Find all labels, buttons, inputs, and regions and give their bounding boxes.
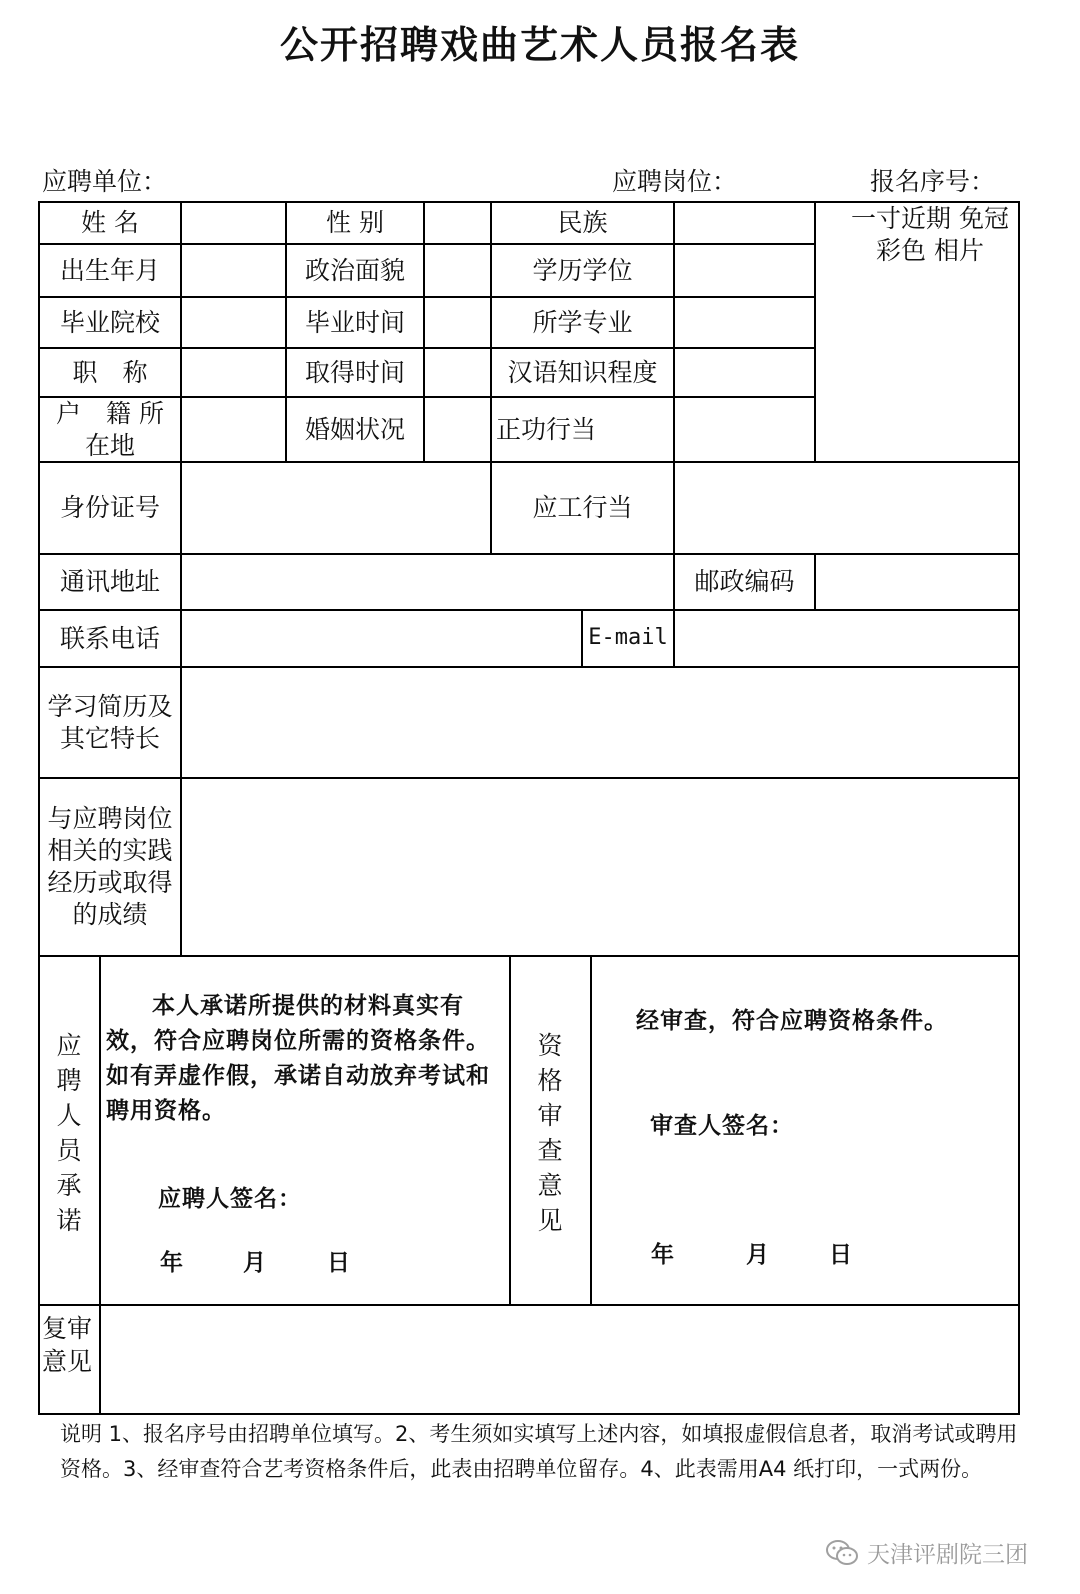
header-unit-label: 应聘单位： bbox=[42, 167, 168, 196]
input-address[interactable] bbox=[182, 555, 673, 609]
input-chinese-level[interactable] bbox=[675, 349, 814, 396]
input-main-role[interactable] bbox=[675, 398, 814, 461]
photo-placeholder[interactable]: 一寸近期 免冠彩色 相片 bbox=[851, 204, 1009, 265]
input-practice[interactable] bbox=[182, 779, 1018, 955]
label-gender: 性 别 bbox=[326, 208, 384, 237]
label-chinese-level: 汉语知识程度 bbox=[507, 357, 658, 387]
label-obtain-time: 取得时间 bbox=[304, 357, 405, 387]
label-practice: 与应聘岗位 相关的实践 经历或取得 的成绩 bbox=[47, 804, 173, 929]
label-major: 所学专业 bbox=[532, 307, 633, 337]
input-grad-time[interactable] bbox=[425, 298, 490, 347]
review-date-month: 月 bbox=[746, 1241, 769, 1268]
header-position-label: 应聘岗位： bbox=[612, 167, 738, 196]
form-title: 公开招聘戏曲艺术人员报名表 bbox=[279, 23, 800, 67]
watermark bbox=[825, 1536, 1028, 1569]
review-date-year: 年 bbox=[651, 1241, 674, 1268]
label-grad-time: 毕业时间 bbox=[304, 307, 405, 337]
applicant-date-year: 年 bbox=[160, 1249, 183, 1276]
input-birth[interactable] bbox=[182, 245, 285, 296]
input-obtain-time[interactable] bbox=[425, 349, 490, 396]
input-name[interactable] bbox=[182, 203, 285, 243]
reviewer-signature-field[interactable] bbox=[800, 1103, 1000, 1137]
label-address: 通讯地址 bbox=[59, 567, 160, 596]
label-applied-role: 应工行当 bbox=[532, 493, 633, 522]
wechat-icon bbox=[825, 1539, 859, 1567]
label-ethnicity: 民族 bbox=[557, 208, 608, 237]
input-education[interactable] bbox=[675, 245, 814, 296]
input-household[interactable] bbox=[182, 398, 285, 461]
input-political[interactable] bbox=[425, 245, 490, 296]
label-recheck: 复审 意见 bbox=[42, 1314, 93, 1376]
form-notes: 说明 1、报名序号由招聘单位填写。2、考生须如实填写上述内容，如填报虚假信息者，取消考试或聘用资格。3、经审查符合艺考资格条件后，此表由招聘单位留存。4、此表需用A4 纸打印，一式两份。 bbox=[60, 1422, 1018, 1481]
input-school[interactable] bbox=[182, 298, 285, 347]
label-main-role: 正功行当 bbox=[496, 414, 597, 444]
input-marital[interactable] bbox=[425, 398, 490, 461]
input-postcode[interactable] bbox=[816, 555, 1018, 609]
applicant-date-month: 月 bbox=[243, 1249, 266, 1276]
applicant-signature-label: 应聘人签名： bbox=[158, 1185, 302, 1212]
label-marital: 婚姻状况 bbox=[304, 414, 405, 444]
label-birth: 出生年月 bbox=[59, 255, 160, 285]
commitment-text: 本人承诺所提供的材料真实有效，符合应聘岗位所需的资格条件。如有弄虚作假，承诺自动放弃考试和聘用资格。 bbox=[106, 992, 490, 1124]
review-date-day: 日 bbox=[829, 1241, 852, 1268]
input-title-rank[interactable] bbox=[182, 349, 285, 396]
label-political: 政治面貌 bbox=[304, 255, 405, 285]
applicant-date-day: 日 bbox=[327, 1249, 350, 1276]
review-statement: 经审查，符合应聘资格条件。 bbox=[636, 1007, 948, 1034]
input-study-history[interactable] bbox=[182, 668, 1018, 777]
label-commitment: 应聘人员承诺 bbox=[56, 1031, 82, 1235]
input-recheck[interactable] bbox=[101, 1306, 1018, 1413]
label-review: 资格审查意见 bbox=[537, 1031, 563, 1235]
label-study-history: 学习简历及 其它特长 bbox=[47, 691, 173, 753]
input-ethnicity[interactable] bbox=[675, 203, 814, 243]
reviewer-signature-label: 审查人签名： bbox=[650, 1112, 794, 1139]
input-gender[interactable] bbox=[425, 203, 490, 243]
label-name: 姓 名 bbox=[81, 208, 139, 237]
label-household: 户 籍 所在地 bbox=[56, 398, 164, 460]
label-postcode: 邮政编码 bbox=[694, 567, 795, 596]
label-id-number: 身份证号 bbox=[59, 493, 160, 522]
applicant-signature-field[interactable] bbox=[300, 1176, 500, 1210]
label-phone: 联系电话 bbox=[59, 623, 160, 653]
label-title-rank: 职 称 bbox=[72, 357, 148, 387]
input-id-number[interactable] bbox=[182, 463, 490, 553]
label-email: E-mail bbox=[588, 625, 668, 651]
input-phone[interactable] bbox=[182, 611, 581, 666]
input-major[interactable] bbox=[675, 298, 814, 347]
header-serial-label: 报名序号： bbox=[870, 167, 996, 196]
input-email[interactable] bbox=[675, 611, 1018, 666]
label-education: 学历学位 bbox=[532, 255, 633, 285]
input-applied-role[interactable] bbox=[675, 463, 1018, 553]
watermark-text: 天津评剧院三团 bbox=[867, 1542, 1028, 1568]
label-school: 毕业院校 bbox=[59, 307, 160, 337]
